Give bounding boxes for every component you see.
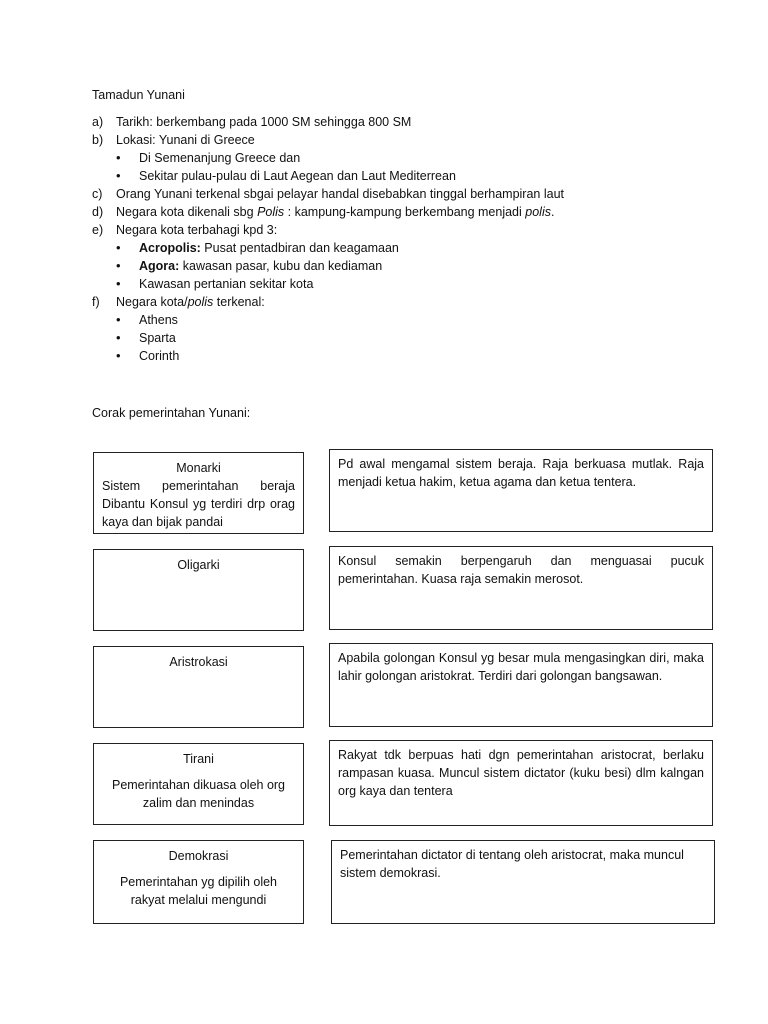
- outline-item-b: [92, 131, 732, 149]
- bullet-item: [92, 329, 732, 347]
- item-marker: e): [92, 223, 104, 237]
- bullet-text: Athens: [139, 313, 178, 327]
- government-name: Oligarki: [177, 558, 220, 572]
- government-detail: Apabila golongan Konsul yg besar mula mengasingkan diri, maka lahir golongan aristokrat. Terdiri dari golongan bangsawan.: [338, 651, 704, 683]
- text-part: terkenal:: [213, 295, 265, 309]
- government-detail-box: [331, 840, 715, 924]
- bullet-symbol: •: [116, 150, 121, 165]
- bullet-text: Sekitar pulau-pulau di Laut Aegean dan Laut Mediterrean: [139, 169, 456, 183]
- item-marker: a): [92, 115, 104, 129]
- bullet-text: [139, 257, 382, 275]
- government-detail: Rakyat tdk berpuas hati dgn pemerintahan aristocrat, berlaku rampasan kuasa. Muncul sistem dictator (kuku besi) dlm kalngan org kaya dan tentera: [338, 748, 704, 798]
- polis-term: polis: [525, 205, 551, 219]
- outline-list: [92, 113, 732, 365]
- government-description: Sistem pemerintahan beraja Dibantu Konsul yg terdiri drp orag kaya dan bijak pandai: [102, 479, 295, 529]
- government-detail: Pemerintahan dictator di tentang oleh aristocrat, maka muncul sistem demokrasi.: [340, 848, 684, 880]
- item-text: Lokasi: Yunani di Greece: [116, 133, 255, 147]
- bullet-symbol: •: [116, 348, 121, 363]
- bullet-text: Corinth: [139, 349, 180, 363]
- text-part: .: [550, 205, 555, 219]
- government-detail-box: [329, 546, 713, 630]
- bullet-item: [92, 347, 732, 365]
- bullet-symbol: •: [116, 240, 121, 255]
- outline-item-d: [92, 203, 732, 221]
- bullet-symbol: •: [116, 258, 121, 273]
- bullet-text: [139, 275, 313, 293]
- bold-term: Agora:: [139, 259, 180, 273]
- text-part: Pusat pentadbiran dan keagamaan: [200, 241, 399, 255]
- government-name: Demokrasi: [168, 849, 229, 863]
- government-detail-box: [329, 449, 713, 532]
- government-description: Pemerintahan yg dipilih oleh rakyat melalui mengundi: [119, 875, 278, 907]
- bullet-item: [92, 275, 732, 293]
- bullet-item: [92, 149, 732, 167]
- outline-item-f: [92, 293, 732, 311]
- bullet-text: [139, 239, 399, 257]
- bullet-item: [92, 311, 732, 329]
- item-marker: f): [92, 295, 100, 309]
- polis-term: polis: [187, 295, 214, 309]
- page-title: Tamadun Yunani: [92, 88, 185, 102]
- bold-term: Acropolis:: [139, 241, 201, 255]
- text-part: Negara kota/: [116, 295, 188, 309]
- item-text: Tarikh: berkembang pada 1000 SM sehingga 800 SM: [116, 115, 412, 129]
- item-text: Negara kota terbahagi kpd 3:: [116, 223, 278, 237]
- outline-item-e: [92, 221, 732, 239]
- bullet-symbol: •: [116, 168, 121, 183]
- item-marker: d): [92, 205, 104, 219]
- government-name-box: [93, 549, 304, 631]
- government-name-box: [93, 743, 304, 825]
- bullet-item: [92, 167, 732, 185]
- government-name-box: [93, 452, 304, 534]
- item-marker: b): [92, 133, 104, 147]
- government-name: Tirani: [183, 752, 214, 766]
- government-name-box: [93, 840, 304, 924]
- government-name-box: [93, 646, 304, 728]
- government-detail-box: [329, 643, 713, 727]
- bullet-text: Di Semenanjung Greece dan: [139, 151, 301, 165]
- government-detail: Konsul semakin berpengaruh dan menguasai pucuk pemerintahan. Kuasa raja semakin merosot.: [338, 554, 704, 586]
- text-part: Kawasan pertanian sekitar kota: [139, 277, 314, 291]
- item-marker: c): [92, 187, 103, 201]
- bullet-item: [92, 239, 732, 257]
- government-detail: Pd awal mengamal sistem beraja. Raja berkuasa mutlak. Raja menjadi ketua hakim, ketua agama dan ketua tentera.: [338, 457, 704, 489]
- government-name: Aristrokasi: [169, 655, 228, 669]
- section-heading: Corak pemerintahan Yunani:: [92, 406, 251, 420]
- item-text: [116, 203, 554, 221]
- bullet-symbol: •: [116, 312, 121, 327]
- text-part: : kampung-kampung berkembang menjadi: [284, 205, 526, 219]
- government-name: Monarki: [176, 461, 221, 475]
- item-text: Orang Yunani terkenal sbgai pelayar handal disebabkan tinggal berhampiran laut: [116, 187, 564, 201]
- text-part: kawasan pasar, kubu dan kediaman: [179, 259, 383, 273]
- outline-item-a: [92, 113, 732, 131]
- bullet-item: [92, 257, 732, 275]
- bullet-text: Sparta: [139, 331, 176, 345]
- bullet-symbol: •: [116, 330, 121, 345]
- text-part: Negara kota dikenali sbg: [116, 205, 258, 219]
- bullet-symbol: •: [116, 276, 121, 291]
- item-text: [116, 293, 265, 311]
- government-description: Pemerintahan dikuasa oleh org zalim dan menindas: [111, 778, 286, 810]
- government-detail-box: [329, 740, 713, 826]
- outline-item-c: [92, 185, 732, 203]
- polis-term: Polis: [257, 205, 285, 219]
